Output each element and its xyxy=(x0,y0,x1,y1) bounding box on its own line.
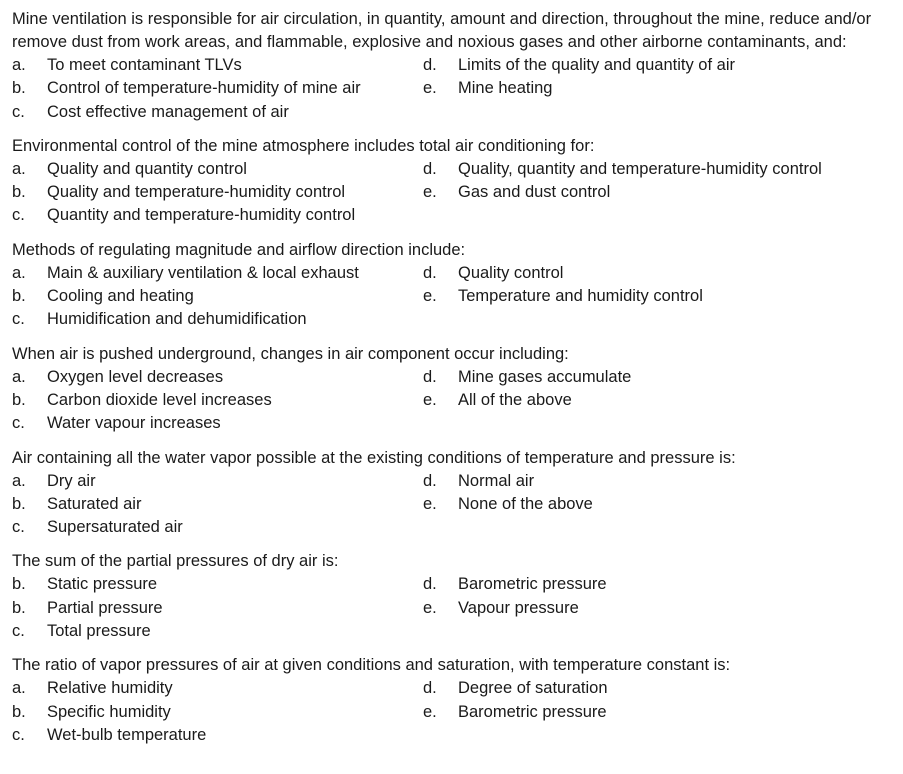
option-letter: d. xyxy=(423,56,437,74)
question-6 xyxy=(12,550,892,643)
option-text: Barometric pressure xyxy=(458,575,607,594)
option-row xyxy=(12,724,892,747)
option-letter: e. xyxy=(423,183,437,202)
option-text: Partial pressure xyxy=(47,598,163,617)
option-letter: c. xyxy=(12,310,25,329)
option-letter: b. xyxy=(12,183,26,202)
option-row xyxy=(12,516,892,539)
question-5 xyxy=(12,447,892,540)
option-text: Quality, quantity and temperature-humidity control xyxy=(458,159,822,178)
option-letter: b. xyxy=(12,598,26,617)
question-1 xyxy=(12,8,892,124)
option-row xyxy=(12,262,892,285)
question-text: Methods of regulating magnitude and airflow direction include: xyxy=(12,240,466,259)
option-letter: b. xyxy=(12,494,26,513)
option-text: Carbon dioxide level increases xyxy=(47,390,272,409)
option-letter: b. xyxy=(12,390,26,409)
option-text: Temperature and humidity control xyxy=(458,287,703,306)
option-row xyxy=(12,701,892,724)
question-text: The sum of the partial pressures of dry air is: xyxy=(12,552,339,571)
option-letter: e. xyxy=(423,494,437,513)
option-letter: b. xyxy=(12,575,26,594)
option-letter: e. xyxy=(423,702,437,721)
option-row xyxy=(12,620,892,643)
option-row xyxy=(12,493,892,516)
option-row xyxy=(12,573,892,596)
option-row xyxy=(12,412,892,435)
option-letter: d. xyxy=(423,679,437,698)
option-letter: c. xyxy=(12,206,25,225)
option-text: Gas and dust control xyxy=(458,183,611,202)
option-row xyxy=(12,366,892,389)
option-text: Control of temperature-humidity of mine air xyxy=(47,79,361,98)
option-letter: e. xyxy=(423,287,437,306)
option-letter: b. xyxy=(12,702,26,721)
option-row xyxy=(12,308,892,331)
option-text: Degree of saturation xyxy=(458,679,608,698)
option-letter: c. xyxy=(12,518,25,537)
question-text: Air containing all the water vapor possible at the existing conditions of temperature and pressure is: xyxy=(12,448,736,467)
option-text: Supersaturated air xyxy=(47,518,183,537)
option-letter: c. xyxy=(12,725,25,744)
option-text: Cooling and heating xyxy=(47,287,194,306)
option-text: Cost effective management of air xyxy=(47,102,289,121)
question-2 xyxy=(12,135,892,228)
option-row xyxy=(12,285,892,308)
option-text: Dry air xyxy=(47,471,96,490)
question-text: When air is pushed underground, changes in air component occur including: xyxy=(12,344,569,363)
option-row xyxy=(12,101,892,124)
option-text: Vapour pressure xyxy=(458,598,579,617)
question-text: Environmental control of the mine atmosphere includes total air conditioning for: xyxy=(12,136,595,155)
option-text: Mine heating xyxy=(458,79,553,98)
option-text: Barometric pressure xyxy=(458,702,607,721)
option-text: Quality and quantity control xyxy=(47,159,247,178)
question-7 xyxy=(12,654,892,747)
option-text: Quality and temperature-humidity control xyxy=(47,183,346,202)
option-text: Main & auxiliary ventilation & local exhaust xyxy=(47,263,359,282)
question-text: The ratio of vapor pressures of air at given conditions and saturation, with temperature constant is: xyxy=(12,656,731,675)
option-row xyxy=(12,677,892,700)
option-text: Static pressure xyxy=(47,575,158,594)
question-text: Mine ventilation is responsible for air circulation, in quantity, amount and direction, throughout the mine, reduce and/or remove dust from work areas, and flammable, explosive and noxious gases and other airborne contaminants, and: xyxy=(12,10,872,51)
option-letter: e. xyxy=(423,79,437,98)
option-row xyxy=(12,54,892,77)
option-letter: c. xyxy=(12,102,25,121)
option-text: Quantity and temperature-humidity control xyxy=(47,206,356,225)
option-letter: c. xyxy=(12,414,25,433)
option-text: Saturated air xyxy=(47,494,142,513)
option-letter: c. xyxy=(12,622,25,641)
option-letter: e. xyxy=(423,390,437,409)
option-letter: b. xyxy=(12,79,26,98)
option-letter: a. xyxy=(12,263,26,282)
option-row xyxy=(12,181,892,204)
option-text: Humidification and dehumidification xyxy=(47,310,307,329)
option-text: Oxygen level decreases xyxy=(47,367,224,386)
option-letter: d. xyxy=(423,471,437,490)
option-text: Water vapour increases xyxy=(47,414,221,433)
option-text: Total pressure xyxy=(47,622,151,641)
option-letter: a. xyxy=(12,367,26,386)
option-text: None of the above xyxy=(458,494,593,513)
option-row xyxy=(12,470,892,493)
option-letter: b. xyxy=(12,287,26,306)
quiz-document xyxy=(12,8,892,758)
option-letter: a. xyxy=(12,159,26,178)
option-letter: d. xyxy=(423,159,437,178)
option-letter: a. xyxy=(12,471,26,490)
option-text: Relative humidity xyxy=(47,679,173,698)
option-row xyxy=(12,77,892,100)
option-text: Normal air xyxy=(458,471,535,490)
option-letter: d. xyxy=(423,367,437,386)
option-text: To meet contaminant TLVs xyxy=(47,56,242,74)
option-text: Quality control xyxy=(458,263,564,282)
option-row xyxy=(12,204,892,227)
option-letter: d. xyxy=(423,575,437,594)
option-row xyxy=(12,597,892,620)
option-letter: a. xyxy=(12,56,26,74)
option-text: Mine gases accumulate xyxy=(458,367,632,386)
option-letter: e. xyxy=(423,598,437,617)
option-row xyxy=(12,158,892,181)
option-letter: a. xyxy=(12,679,26,698)
option-text: All of the above xyxy=(458,390,572,409)
option-row xyxy=(12,389,892,412)
option-text: Limits of the quality and quantity of air xyxy=(458,56,735,74)
question-3 xyxy=(12,239,892,332)
option-text: Wet-bulb temperature xyxy=(47,725,207,744)
option-letter: d. xyxy=(423,263,437,282)
option-text: Specific humidity xyxy=(47,702,171,721)
question-4 xyxy=(12,343,892,436)
